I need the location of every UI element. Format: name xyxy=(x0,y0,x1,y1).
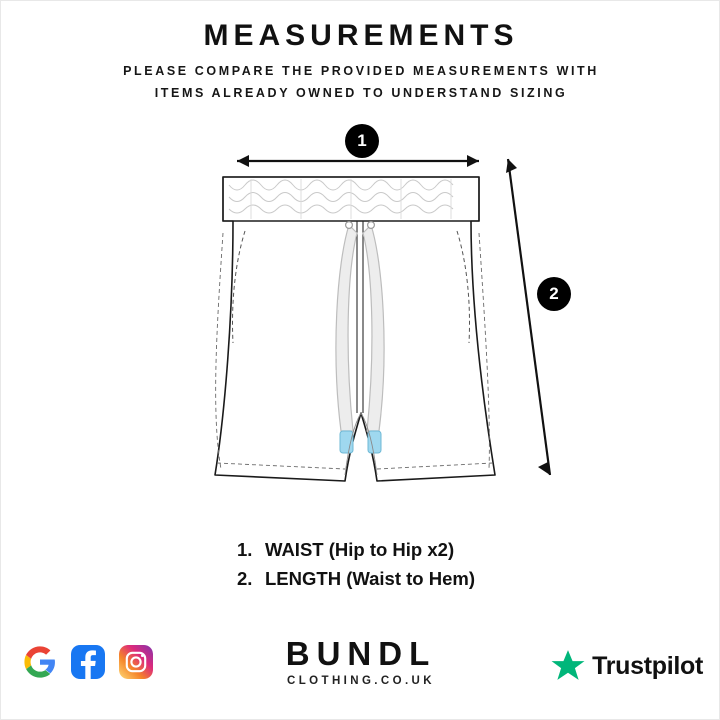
trustpilot-star-icon xyxy=(551,649,585,683)
badge-length: 2 xyxy=(537,277,571,311)
brand-name: BUNDL xyxy=(285,635,437,672)
header xyxy=(1,19,720,105)
legend-item-waist xyxy=(237,539,637,561)
trustpilot-logo[interactable] xyxy=(551,649,703,683)
trustpilot-label: Trustpilot xyxy=(592,651,703,680)
footer xyxy=(1,627,720,719)
shorts-outline xyxy=(215,177,495,481)
length-measure-arrow xyxy=(506,159,550,475)
page-title: MEASUREMENTS xyxy=(203,19,519,52)
shorts-illustration xyxy=(1,113,720,523)
legend-number-1: 1. xyxy=(237,539,253,560)
page-subtitle xyxy=(1,61,720,105)
legend-item-length xyxy=(237,568,637,590)
badge-waist: 1 xyxy=(345,124,379,158)
legend-label-1: WAIST (Hip to Hip x2) xyxy=(265,539,455,560)
legend xyxy=(237,539,637,597)
subtitle-line-1: PLEASE COMPARE THE PROVIDED MEASUREMENTS WITH xyxy=(123,64,599,78)
measurement-diagram xyxy=(1,113,720,523)
drawcord-tips xyxy=(340,431,381,453)
legend-label-2: LENGTH (Waist to Hem) xyxy=(265,568,476,589)
subtitle-line-2: ITEMS ALREADY OWNED TO UNDERSTAND SIZING xyxy=(154,85,568,100)
brand-website: CLOTHING.CO.UK xyxy=(287,674,435,687)
legend-number-2: 2. xyxy=(237,568,253,589)
